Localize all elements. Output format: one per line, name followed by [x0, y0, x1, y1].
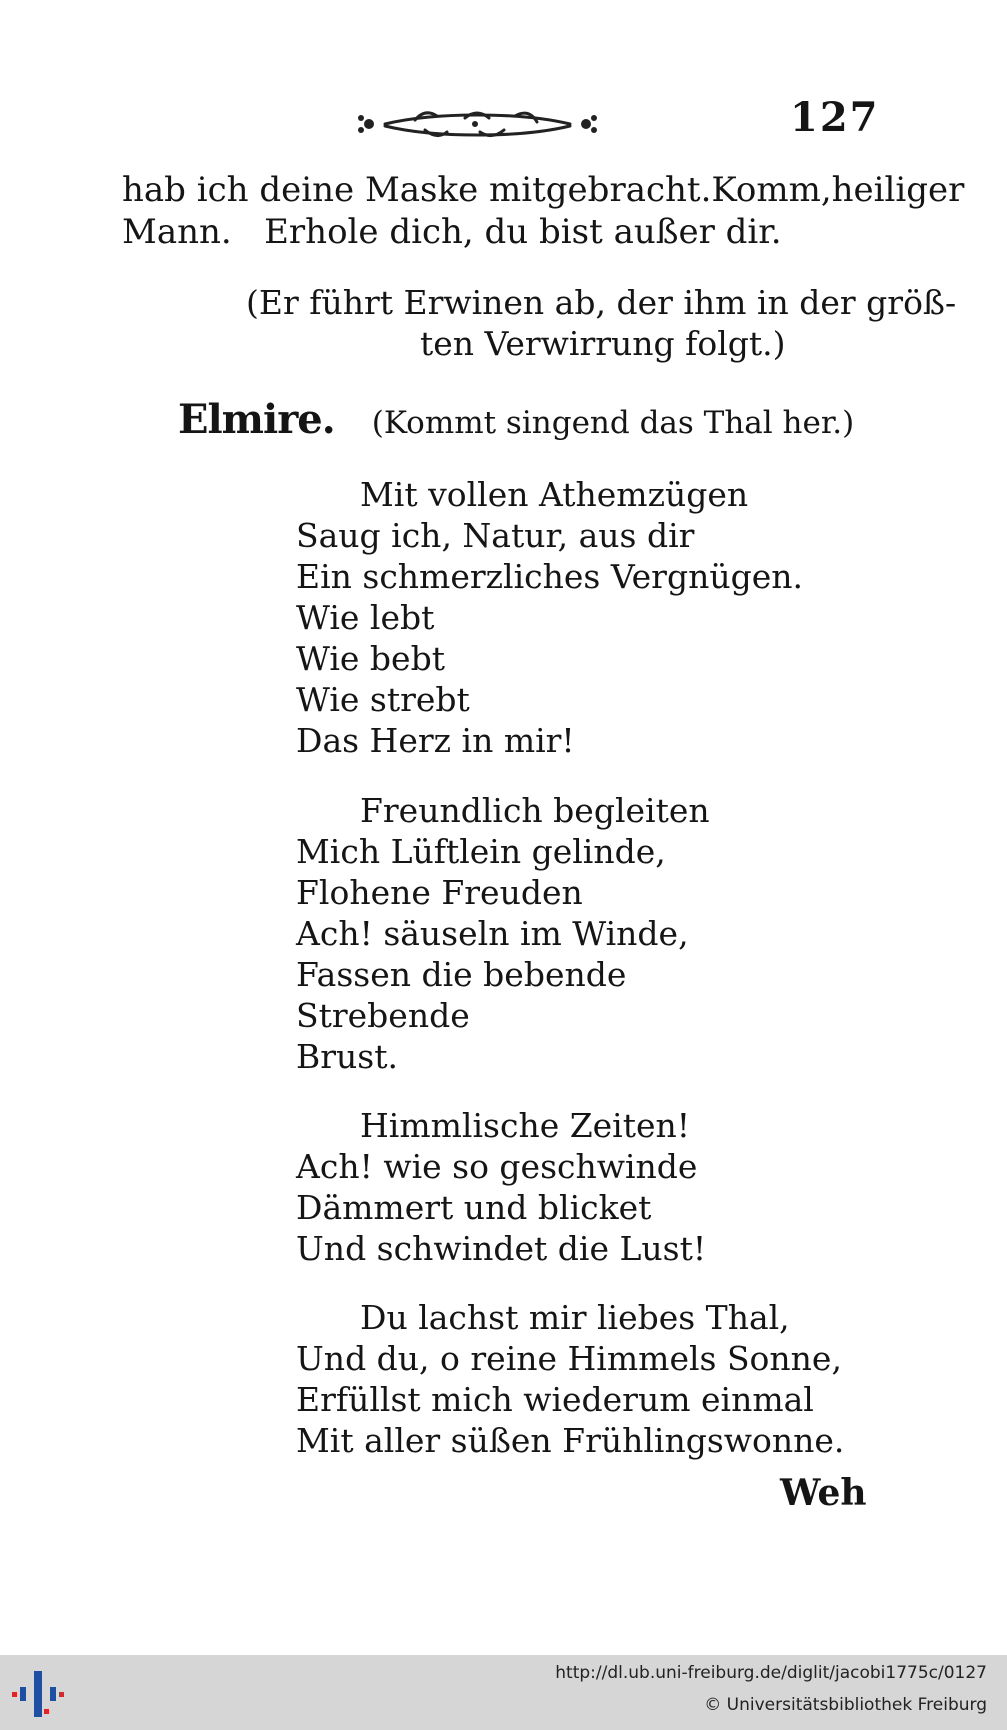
verse-line: Brust.	[296, 1037, 398, 1076]
verse-line: Dämmert und blicket	[296, 1188, 652, 1227]
viewer-footer	[0, 1655, 1007, 1730]
verse-line: Und schwindet die Lust!	[296, 1229, 707, 1268]
verse-line: Ein schmerzliches Vergnügen.	[296, 557, 803, 596]
verse-line: Und du, o reine Himmels Sonne,	[296, 1339, 842, 1378]
stanza-4	[296, 1297, 844, 1461]
verse-line: Du lachst mir liebes Thal,	[360, 1298, 790, 1337]
stage-direction-line-1: (Er führt Erwinen ab, der ihm in der größ-	[246, 283, 957, 322]
verse-line: Wie bebt	[296, 639, 445, 678]
prose-line-1	[122, 170, 965, 210]
speaker-name: Elmire.	[178, 396, 335, 443]
page-number: 127	[790, 94, 880, 141]
ub-freiburg-logo-icon	[12, 1669, 64, 1719]
catchword: Weh	[780, 1472, 867, 1514]
verse-line: Strebende	[296, 996, 470, 1035]
verse-line: Mich Lüftlein gelinde,	[296, 832, 666, 871]
verse-line: Ach! wie so geschwinde	[296, 1147, 698, 1186]
verse-line: Mit aller süßen Frühlingswonne.	[296, 1421, 845, 1460]
verse-line: Himmlische Zeiten!	[360, 1106, 691, 1145]
speaker-heading	[178, 396, 854, 443]
verse-line: Ach! säuseln im Winde,	[296, 914, 689, 953]
stanza-3	[296, 1105, 706, 1269]
verse-line: Fassen die bebende	[296, 955, 627, 994]
verse-line: Das Herz in mir!	[296, 721, 575, 760]
prose-line-2: Mann. Erhole dich, du bist außer dir.	[122, 212, 782, 252]
verse-line: Flohene Freuden	[296, 873, 583, 912]
stanza-2	[296, 790, 710, 1077]
verse-line: Wie lebt	[296, 598, 435, 637]
stage-direction-line-2: ten Verwirrung folgt.)	[420, 324, 786, 363]
printers-ornament-icon	[355, 104, 600, 144]
copyright-notice: © Universitätsbibliothek Freiburg	[704, 1695, 987, 1715]
verse-line: Freundlich begleiten	[360, 791, 710, 830]
prose-fragment: Komm,	[711, 170, 832, 210]
verse-line: Erfüllst mich wiederum einmal	[296, 1380, 814, 1419]
stanza-1	[296, 474, 803, 761]
verse-line: Saug ich, Natur, aus dir	[296, 516, 695, 555]
permalink-url[interactable]: http://dl.ub.uni-freiburg.de/diglit/jacobi1775c/0127	[555, 1663, 987, 1683]
verse-line: Wie strebt	[296, 680, 470, 719]
prose-fragment: heiliger	[831, 170, 965, 210]
prose-fragment: hab ich deine Maske mitgebracht.	[122, 170, 712, 210]
verse-line: Mit vollen Athemzügen	[360, 475, 749, 514]
speaker-stage-note: (Kommt singend das Thal her.)	[371, 405, 855, 441]
